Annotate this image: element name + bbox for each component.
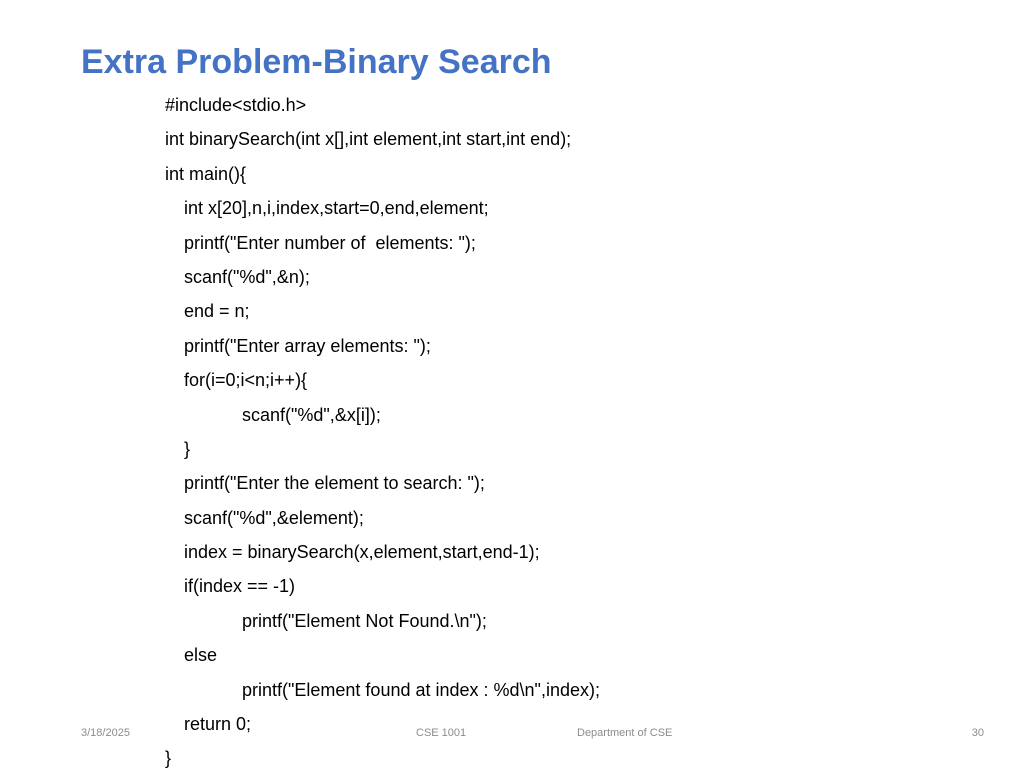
code-line: int binarySearch(int x[],int element,int start,int end); bbox=[165, 129, 572, 150]
code-line: return 0; bbox=[184, 714, 252, 735]
code-line: for(i=0;i<n;i++){ bbox=[184, 370, 308, 391]
code-line: index = binarySearch(x,element,start,end-1); bbox=[184, 542, 540, 563]
code-line: #include<stdio.h> bbox=[165, 95, 307, 115]
code-line: printf("Element Not Found.\n"); bbox=[242, 610, 487, 631]
code-block bbox=[165, 88, 600, 776]
footer-course: CSE 1001 bbox=[416, 727, 467, 739]
code-line: else bbox=[184, 645, 218, 666]
code-line: printf("Enter the element to search: "); bbox=[184, 473, 485, 494]
code-line: if(index == -1) bbox=[184, 576, 296, 597]
code-line: end = n; bbox=[184, 301, 250, 322]
code-line: scanf("%d",&x[i]); bbox=[242, 404, 381, 425]
footer-page-number: 30 bbox=[971, 727, 984, 739]
slide-title: Extra Problem-Binary Search bbox=[81, 43, 552, 81]
footer-department: Department of CSE bbox=[577, 727, 673, 739]
code-line: printf("Element found at index : %d\n",index); bbox=[242, 679, 600, 700]
code-line: printf("Enter number of elements: "); bbox=[184, 232, 476, 253]
code-line: } bbox=[184, 438, 191, 459]
footer-date: 3/18/2025 bbox=[81, 727, 130, 739]
code-line: } bbox=[165, 748, 172, 769]
code-line: int x[20],n,i,index,start=0,end,element; bbox=[184, 198, 489, 219]
code-line: scanf("%d",&n); bbox=[184, 266, 310, 287]
code-line: printf("Enter array elements: "); bbox=[184, 335, 431, 356]
code-line: scanf("%d",&element); bbox=[184, 507, 364, 528]
code-line: int main(){ bbox=[165, 163, 247, 184]
